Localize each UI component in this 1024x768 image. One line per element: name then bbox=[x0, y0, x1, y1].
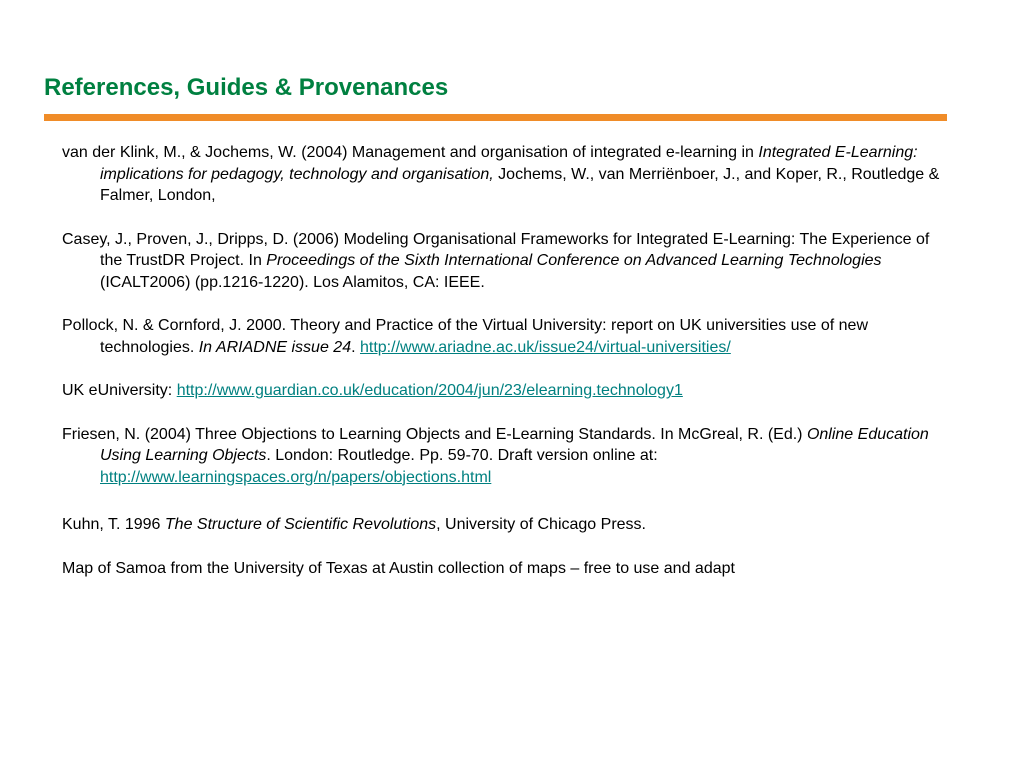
reference-item bbox=[62, 229, 942, 294]
page-title: References, Guides & Provenances bbox=[44, 74, 449, 101]
reference-title: Proceedings of the Sixth International Conference on Advanced Learning Technologies bbox=[266, 252, 882, 269]
reference-item bbox=[62, 514, 942, 536]
reference-item bbox=[62, 558, 942, 580]
reference-text-tail: (ICALT2006) (pp.1216-1220). Los Alamitos, CA: IEEE. bbox=[100, 273, 485, 291]
reference-link[interactable]: http://www.learningspaces.org/n/papers/objections.html bbox=[100, 468, 492, 486]
reference-item bbox=[62, 380, 942, 402]
reference-list bbox=[62, 142, 942, 579]
reference-text-tail: . London: Routledge. Pp. 59-70. Draft version online at: bbox=[266, 447, 658, 464]
reference-item bbox=[62, 315, 942, 358]
reference-text: UK eUniversity: bbox=[62, 382, 177, 399]
reference-link[interactable]: http://www.guardian.co.uk/education/2004/jun/23/elearning.technology1 bbox=[176, 382, 683, 399]
title-divider bbox=[44, 114, 947, 121]
reference-text: van der Klink, M., & Jochems, W. (2004) Management and organisation of integrated e-learning in bbox=[62, 144, 759, 161]
reference-text-tail: , University of Chicago Press. bbox=[436, 516, 646, 533]
reference-text: Friesen, N. (2004) Three Objections to Learning Objects and E-Learning Standards. In McGreal, R. (Ed.) bbox=[62, 425, 807, 443]
reference-text: Casey, J., Proven, J., Dripps, D. (2006) Modeling Organisational Frameworks for Integrated E-Learning: The Experience of the TrustDR Project. In bbox=[62, 230, 930, 269]
reference-title: In ARIADNE issue 24 bbox=[198, 338, 352, 356]
reference-title: Integrated E-Learning: implications for pedagogy, technology and organisation, bbox=[100, 144, 918, 183]
reference-title: The Structure of Scientific Revolutions bbox=[164, 516, 437, 533]
reference-text-tail: Jochems, W., van Merriënboer, J., and Koper, R., Routledge & Falmer, London, bbox=[100, 165, 940, 204]
reference-title: Online Education Using Learning Objects bbox=[100, 425, 929, 464]
reference-text: Kuhn, T. 1996 bbox=[62, 516, 165, 533]
reference-text: Map of Samoa from the University of Texas at Austin collection of maps – free to use and adapt bbox=[62, 559, 735, 577]
reference-text-tail: . bbox=[351, 338, 360, 356]
reference-link[interactable]: http://www.ariadne.ac.uk/issue24/virtual-universities/ bbox=[359, 338, 731, 356]
reference-item bbox=[62, 424, 942, 489]
reference-text: Pollock, N. & Cornford, J. 2000. Theory and Practice of the Virtual University: report on UK universities use of new technologies. bbox=[62, 317, 869, 356]
reference-item bbox=[62, 142, 942, 207]
